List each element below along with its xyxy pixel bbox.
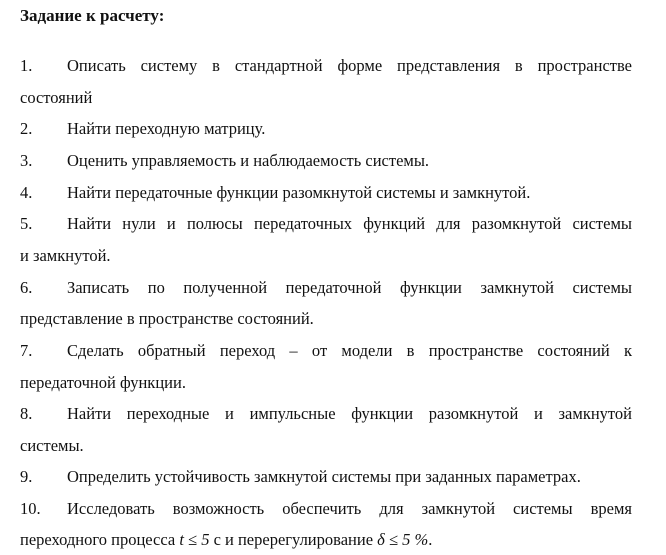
list-item-9 [20,466,632,488]
list-item-5-line-2 [20,245,632,267]
list-item-8-line-1 [20,403,632,425]
list-item-text-continued: состояний [20,88,93,107]
list-item-text: Найти переходную матрицу. [67,119,266,138]
overshoot-expression: δ ≤ 5 % [377,530,429,549]
list-item-text-continued: с и перерегулирование [209,530,378,549]
list-item-number: 2. [20,119,33,138]
list-item-6-line-2 [20,308,632,330]
list-item-text: Оценить управляемость и наблюдаемость системы. [67,151,430,170]
list-item-8-line-2 [20,435,632,457]
list-item-text-continued: переходного процесса [20,530,180,549]
list-item-text: Описать систему в стандартной форме представления в пространстве [67,56,632,75]
list-item-text: Найти нули и полюсы передаточных функций для разомкнутой системы [67,214,632,233]
list-item-10-line-2 [20,529,632,551]
list-item-3 [20,150,632,172]
list-item-number: 6. [20,278,33,297]
settling-time-expression: t ≤ 5 [179,530,210,549]
list-item-number: 3. [20,151,33,170]
list-item-text-continued: и замкнутой. [20,246,111,265]
list-item-4 [20,182,632,204]
list-item-number: 8. [20,404,33,423]
list-item-text: Сделать обратный переход – от модели в пространстве состояний к [67,341,632,360]
list-item-text: Записать по полученной передаточной функции замкнутой системы [67,278,632,297]
list-item-1-line-2 [20,87,632,109]
list-item-10-line-1 [20,498,632,520]
list-item-6-line-1 [20,277,632,299]
list-item-text: Найти переходные и импульсные функции разомкнутой и замкнутой [67,404,632,423]
list-item-2 [20,118,632,140]
list-item-number: 9. [20,467,33,486]
list-item-text: Исследовать возможность обеспечить для замкнутой системы время [67,499,632,518]
section-heading: Задание к расчету: [20,6,165,25]
list-item-7-line-1 [20,340,632,362]
list-item-text-continued: передаточной функции. [20,373,186,392]
list-item-7-line-2 [20,372,632,394]
list-item-number: 4. [20,183,33,202]
list-item-text-continued: . [428,530,433,549]
list-item-number: 7. [20,341,33,360]
list-item-text: Найти передаточные функции разомкнутой системы и замкнутой. [67,183,531,202]
list-item-1-line-1 [20,55,632,77]
list-item-text-continued: представление в пространстве состояний. [20,309,314,328]
list-item-text-continued: системы. [20,436,84,455]
list-item-number: 10. [20,499,41,518]
list-item-text: Определить устойчивость замкнутой системы при заданных параметрах. [67,467,581,486]
list-item-5-line-1 [20,213,632,235]
list-item-number: 1. [20,56,33,75]
list-item-number: 5. [20,214,33,233]
